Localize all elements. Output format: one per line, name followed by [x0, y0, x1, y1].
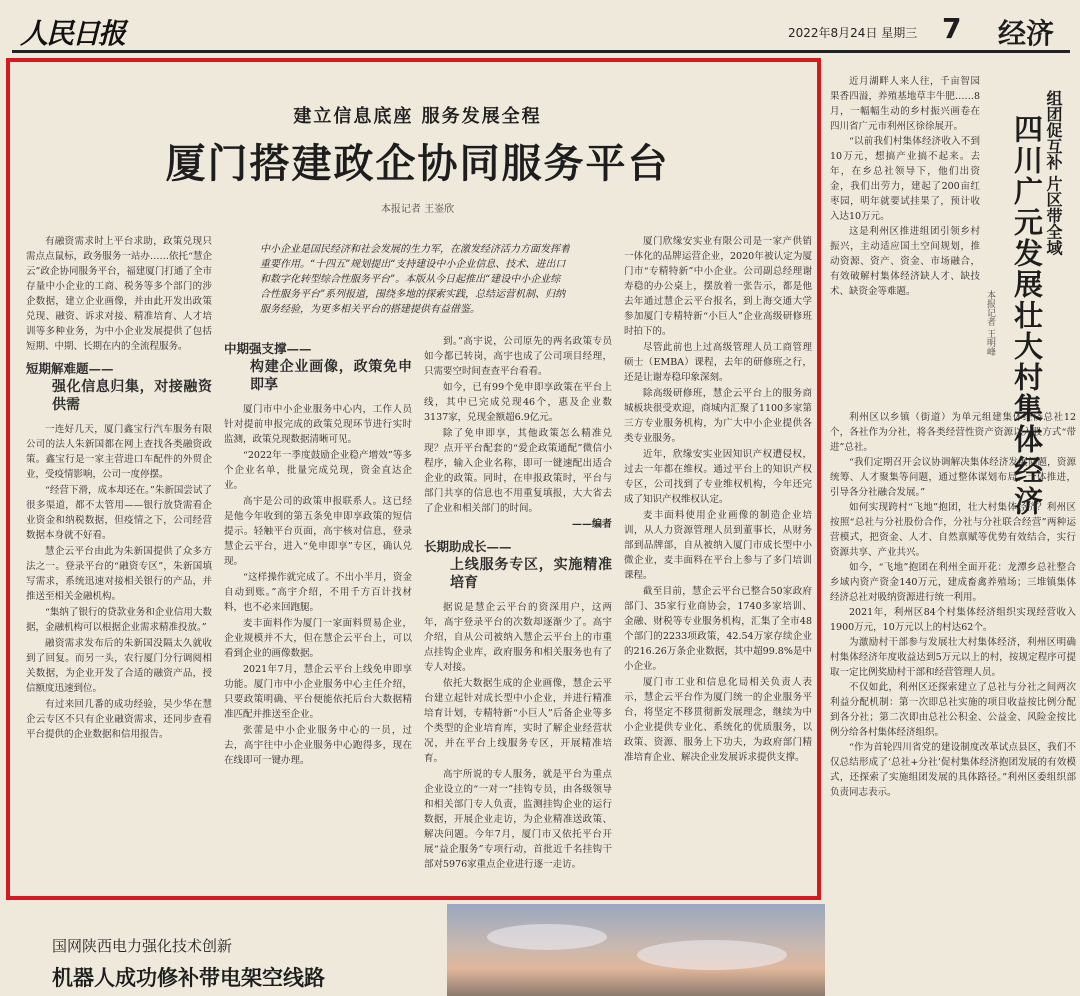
paragraph: 麦丰面料使用企业画像的制造企业培训，从人力资源管理人员到董事长，从财务部到品牌部，自从被纳入厦门市成长型中小微企业，麦丰面料在平台上参与了多门培训课程。: [624, 510, 812, 581]
masthead-rule: [12, 50, 1070, 53]
editor-note-tag: ——编者: [572, 519, 612, 530]
paragraph: “2022年一季度鼓励企业稳产增效”等多个企业名单，批量完成兑现，资金直达企业。: [224, 450, 412, 491]
article-byline: 本报记者 王崟欣: [380, 204, 455, 215]
section-name: 经济: [998, 17, 1055, 50]
subheading-title: 构建企业画像，政策免申即享: [250, 359, 412, 393]
paragraph: “以前我们村集体经济收入不到10万元，想搞产业搞不起来。去年，在乡总社领导下，他们出资金，我们出劳力，建起了200亩红枣园，明年就要试挂果了，预计收入达10万元。: [830, 136, 980, 222]
article-kicker: 建立信息底座 服务发展全程: [293, 106, 542, 127]
paragraph: 除高级研修班，慧企云平台上的服务商城板块很受欢迎，商城内汇聚了1100多家第三方专业服务机构，为广大中小企业提供各类专业服务。: [624, 388, 812, 444]
paragraph: 2021年7月，慧企云平台上线免申即享功能。厦门市中小企业服务中心主任介绍，只要政策明确、平台便能依托后台大数据精准匹配并推送至企业。: [224, 664, 412, 720]
editor-intro: 中小企业是国民经济和社会发展的生力军，在激发经济活力方面发挥着重要作用。“十四五”规划提出“支持建设中小企业信息、技术、进出口和数字化转型综合性服务平台”。本版从今日起推出“建设中小企业综合性服务平台”系列报道，围绕多地的探索实践，总结运营机制、归纳服务经验，为更多相关平台的搭建提供有益借鉴。: [260, 244, 570, 315]
paragraph: 近月湖畔人来人往，千亩智园果香四溢，养殖基地草丰牛肥……8月，一幅幅生动的乡村振兴画卷在四川省广元市利州区徐徐展开。: [830, 76, 980, 132]
article-column-2: [224, 334, 412, 894]
masthead: [12, 10, 1068, 54]
paragraph: “这样操作就完成了。不出小半月，资金自动到账。”高宇介绍，不用千方百计找材料，也不必来回跑腿。: [224, 572, 412, 613]
paragraph: 如今，已有99个免申即享政策在平台上线，其中已完成兑现46个，惠及企业数3137家，兑现金额超6.9亿元。: [424, 382, 612, 423]
highlighted-article: [6, 58, 821, 900]
article-column-3: [424, 334, 612, 894]
paragraph: 到。”高宇说，公司原先的两名政策专员如今都已转岗，高宇也成了公司项目经理，只需要空时间查查平台看看。: [424, 336, 612, 377]
paragraph: 2021年，利州区84个村集体经济组织实现经营收入1900万元，10万元以上的村达62个。: [830, 607, 1076, 633]
subheading-mid-term: [224, 340, 412, 394]
paragraph: 融资需求发布后的朱新国没隔太久就收到了回复。而另一头，农行厦门分行调阅相关数据，为企业开发了合适的融资产品，授信额度迅速到位。: [26, 638, 212, 694]
article-column-4: [624, 234, 812, 884]
paragraph: “集纳了银行的贷款业务和企业信用大数据，金融机构可以根据企业需求精准投放。”: [26, 607, 212, 633]
paragraph: 厦门欣缘安实业有限公司是一家产供销一体化的品牌运营企业，2020年被认定为厦门市“专精特新”中小企业。公司副总经理谢寿稳的办公桌上，摆放着一张告示，都是他去年通过慧企云平台报名，到上海交通大学参加厦门专精特新“小巨人”企业高级研修班时拍下的。: [624, 236, 812, 337]
paragraph: 据说是慧企云平台的资深用户，这两年，高宇登录平台的次数却逐渐少了。高宇介绍，自从公司被纳入慧企云平台上的市重点挂钩企业库，政府服务和相关服务也有了专人对接。: [424, 602, 612, 673]
subheading-title: 强化信息归集，对接融资供需: [52, 379, 212, 413]
subheading-long-term: [424, 538, 612, 592]
article-headline: 厦门搭建政企协同服务平台: [165, 140, 670, 187]
paragraph: 如今，“飞地”抱团在利州全面开花：龙潭乡总社整合乡域内资产资金140万元，建成畜禽养殖场；三堆镇集体经济总社对吸纳资源进行统一利用。: [830, 562, 1076, 603]
subheading-kicker: 中期强支撑——: [224, 341, 312, 356]
cloud-shape: [487, 924, 607, 950]
sky-photo: [447, 904, 825, 996]
cloud-shape: [637, 940, 787, 970]
subheading-kicker: 长期助成长——: [424, 539, 512, 554]
paragraph: 这是利州区推进组团引领乡村振兴，主动适应国土空间规划，推动资源、资产、资金、市场融合，有效破解村集体经济缺人才、缺技术、缺资金等难题。: [830, 226, 980, 297]
bottom-article-kicker: 国网陕西电力强化技术创新: [52, 937, 233, 955]
paragraph: 高宇所说的专人服务，就是平台为重点企业设立的“一对一”挂钩专员，由各级领导和相关部门专人负责，监测挂钩企业的运行数据，开展企业走访，为企业精准送政策、解决问题。今年7月，厦门市又依托平台开展“益企服务”专项行动，首批近千名挂钩干部对5976家重点企业进行逐一走访。: [424, 769, 612, 870]
paragraph: “我们定期召开会议协调解决集体经济发展问题，资源统筹、人才聚集等问题，通过整体谋划布局、一体推进，引导各分社融合发展。”: [830, 457, 1076, 498]
paragraph: 有过来回几番的成功经验，吴少华在慧企云专区不只有企业融资需求，还同步查看平台提供的企业数据和信用报告。: [26, 699, 212, 740]
paragraph: 张蕾是中小企业服务中心的一员，过去，高宇往中小企业服务中心跑得多，现在在线即可一键办理。: [224, 725, 412, 766]
paragraph: “经营下滑，成本却还在。”朱新国尝试了很多渠道，都不太管用——银行放贷需看企业资金和纳税数据，但疫情之下，公司经营数据本身就不好看。: [26, 485, 212, 541]
paragraph: 厦门市中小企业服务中心内，工作人员针对提前申报完成的政策兑现环节进行实时监测，政策兑现数据清晰可见。: [224, 404, 412, 445]
paragraph: 除了免申即享，其他政策怎么精准兑现？点开平台配套的“爱企政策通配”微信小程序，输入企业名称，即可一键速配出适合企业的政策。同时，在申报政策时，平台与部门共享的信息也不用重复填报，大大省去了企业和相关部门的时间。: [424, 428, 612, 514]
newspaper-logo: 人民日报: [20, 17, 125, 50]
right-article-column-top: [830, 74, 980, 404]
right-article-kicker: 组团促互补 片区带全域: [1044, 90, 1063, 256]
paragraph: 近年，欣缘安实业因知识产权遭侵权，过去一年都在维权。通过平台上的知识产权专区，公司找到了专业维权机构，今年还完成了知识产权维权认定。: [624, 449, 812, 505]
paragraph: 慧企云平台由此为朱新国提供了众多方法之一。登录平台的“融资专区”，朱新国填写需求，系统迅速对接相关银行的产品，并推送至相关金融机构。: [26, 546, 212, 602]
paragraph: 尽管此前也上过高级管理人员工商管理硕士（EMBA）课程，去年的研修班之行，还是让谢寿稳印象深刻。: [624, 342, 812, 383]
subheading-kicker: 短期解难题——: [26, 361, 114, 376]
paragraph: 截至目前，慧企云平台已整合50家政府部门、35家行业商协会，1740多家培训、金融、财税等专业服务机构，汇集了全市48个部门的2233项政策，42.54万家存续企业的216.26万条企业数据，其中超99.8%是中小企业。: [624, 586, 812, 672]
subheading-short-term: [26, 360, 212, 414]
paragraph: 高宇是公司的政策申报联系人。这已经是他今年收到的第五条免申即享政策的短信提示。轻触平台页面，高宇核对信息，登录慧企云平台，进入“免申即享”专区，确认兑现。: [224, 496, 412, 567]
paragraph: 厦门市工业和信息化局相关负责人表示，慧企云平台作为厦门统一的企业服务平台，将坚定不移贯彻新发展理念，继续为中小企业提供专业化、系统化的优质服务，以政策、资源、服务上下功夫，为政府部门精准培育企业、解决企业发展诉求提供支撑。: [624, 677, 812, 763]
issue-date: 2022年8月24日 星期三: [788, 26, 918, 40]
paragraph: “作为首轮四川省党的建设制度改革试点县区，我们不仅总结形成了‘总社+分社’促村集体经济抱团发展的有效模式，还探索了实施组团发展的具体路径。”利州区委组织部负责同志表示。: [830, 742, 1076, 798]
article-lead: 有融资需求时上平台求助，政策兑现只需点点鼠标，政务服务一站办……依托“慧企云”政企协同服务平台，福建厦门打通了全市存量中小企业的工商、税务等多个部门的涉企数据，建立企业画像，并由此开发出政策兑现、融资、诉求对接、精准培育、人才培训等多种业务，为中小企业发展提供了包括短期、中期、长期在内的全流程服务。: [26, 236, 212, 352]
paragraph: 为激励村干部参与发展壮大村集体经济，利州区明确村集体经济年度收益达到5万元以上的村，按规定程序可提取一定比例奖励村干部和经营管理人员。: [830, 637, 1076, 678]
paragraph: 不仅如此，利州区还探索建立了总社与分社之间两次利益分配机制：第一次即总社实施的项目收益按比例分配到各分社；第二次即由总社公积金、公益金、风险金按比例分给各村集体经济组织。: [830, 682, 1076, 738]
subheading-title: 上线服务专区，实施精准培育: [450, 557, 612, 591]
article-column-1: [26, 234, 212, 894]
right-article-column-bottom: [830, 410, 1076, 985]
paragraph: 一连好几天，厦门鑫宝行汽车服务有限公司的法人朱新国都在网上查找各类融资政策。鑫宝行是一家主营进口车配件的外贸企业，受疫情影响，公司一度停摆。: [26, 424, 212, 480]
paragraph: 麦丰面料作为厦门一家面料贸易企业，企业规模并不大，但在慧企云平台上，可以看到企业的画像数据。: [224, 618, 412, 659]
page-number: 7: [942, 12, 962, 45]
bottom-article-headline: 机器人成功修补带电架空线路: [52, 965, 325, 990]
paragraph: 依托大数据生成的企业画像，慧企云平台建立起针对成长型中小企业，并进行精准培育计划，专精特新“小巨人”后备企业等多个类型的企业培育库，实时了解企业经营状况，并在平台上线服务专区，开展精准培育。: [424, 678, 612, 764]
paragraph: 如何实现跨村“飞地”抱团，壮大村集体经济？利州区按照“总社与分社股份合作，分社与分社联合经营”两种运营模式，把资金、人才、自然禀赋等优势有效结合，实行资源共享、产业共兴。: [830, 502, 1076, 558]
right-article-byline: 本报记者 王明峰: [985, 290, 995, 356]
paragraph: 利州区以乡镇（街道）为单元组建集体经济总社12个，各社作为分社，将各类经营性资产资源以入股方式“带进”总社。: [830, 412, 1076, 453]
right-article-headline: 四川广元发展壮大村集体经济: [1010, 114, 1044, 517]
